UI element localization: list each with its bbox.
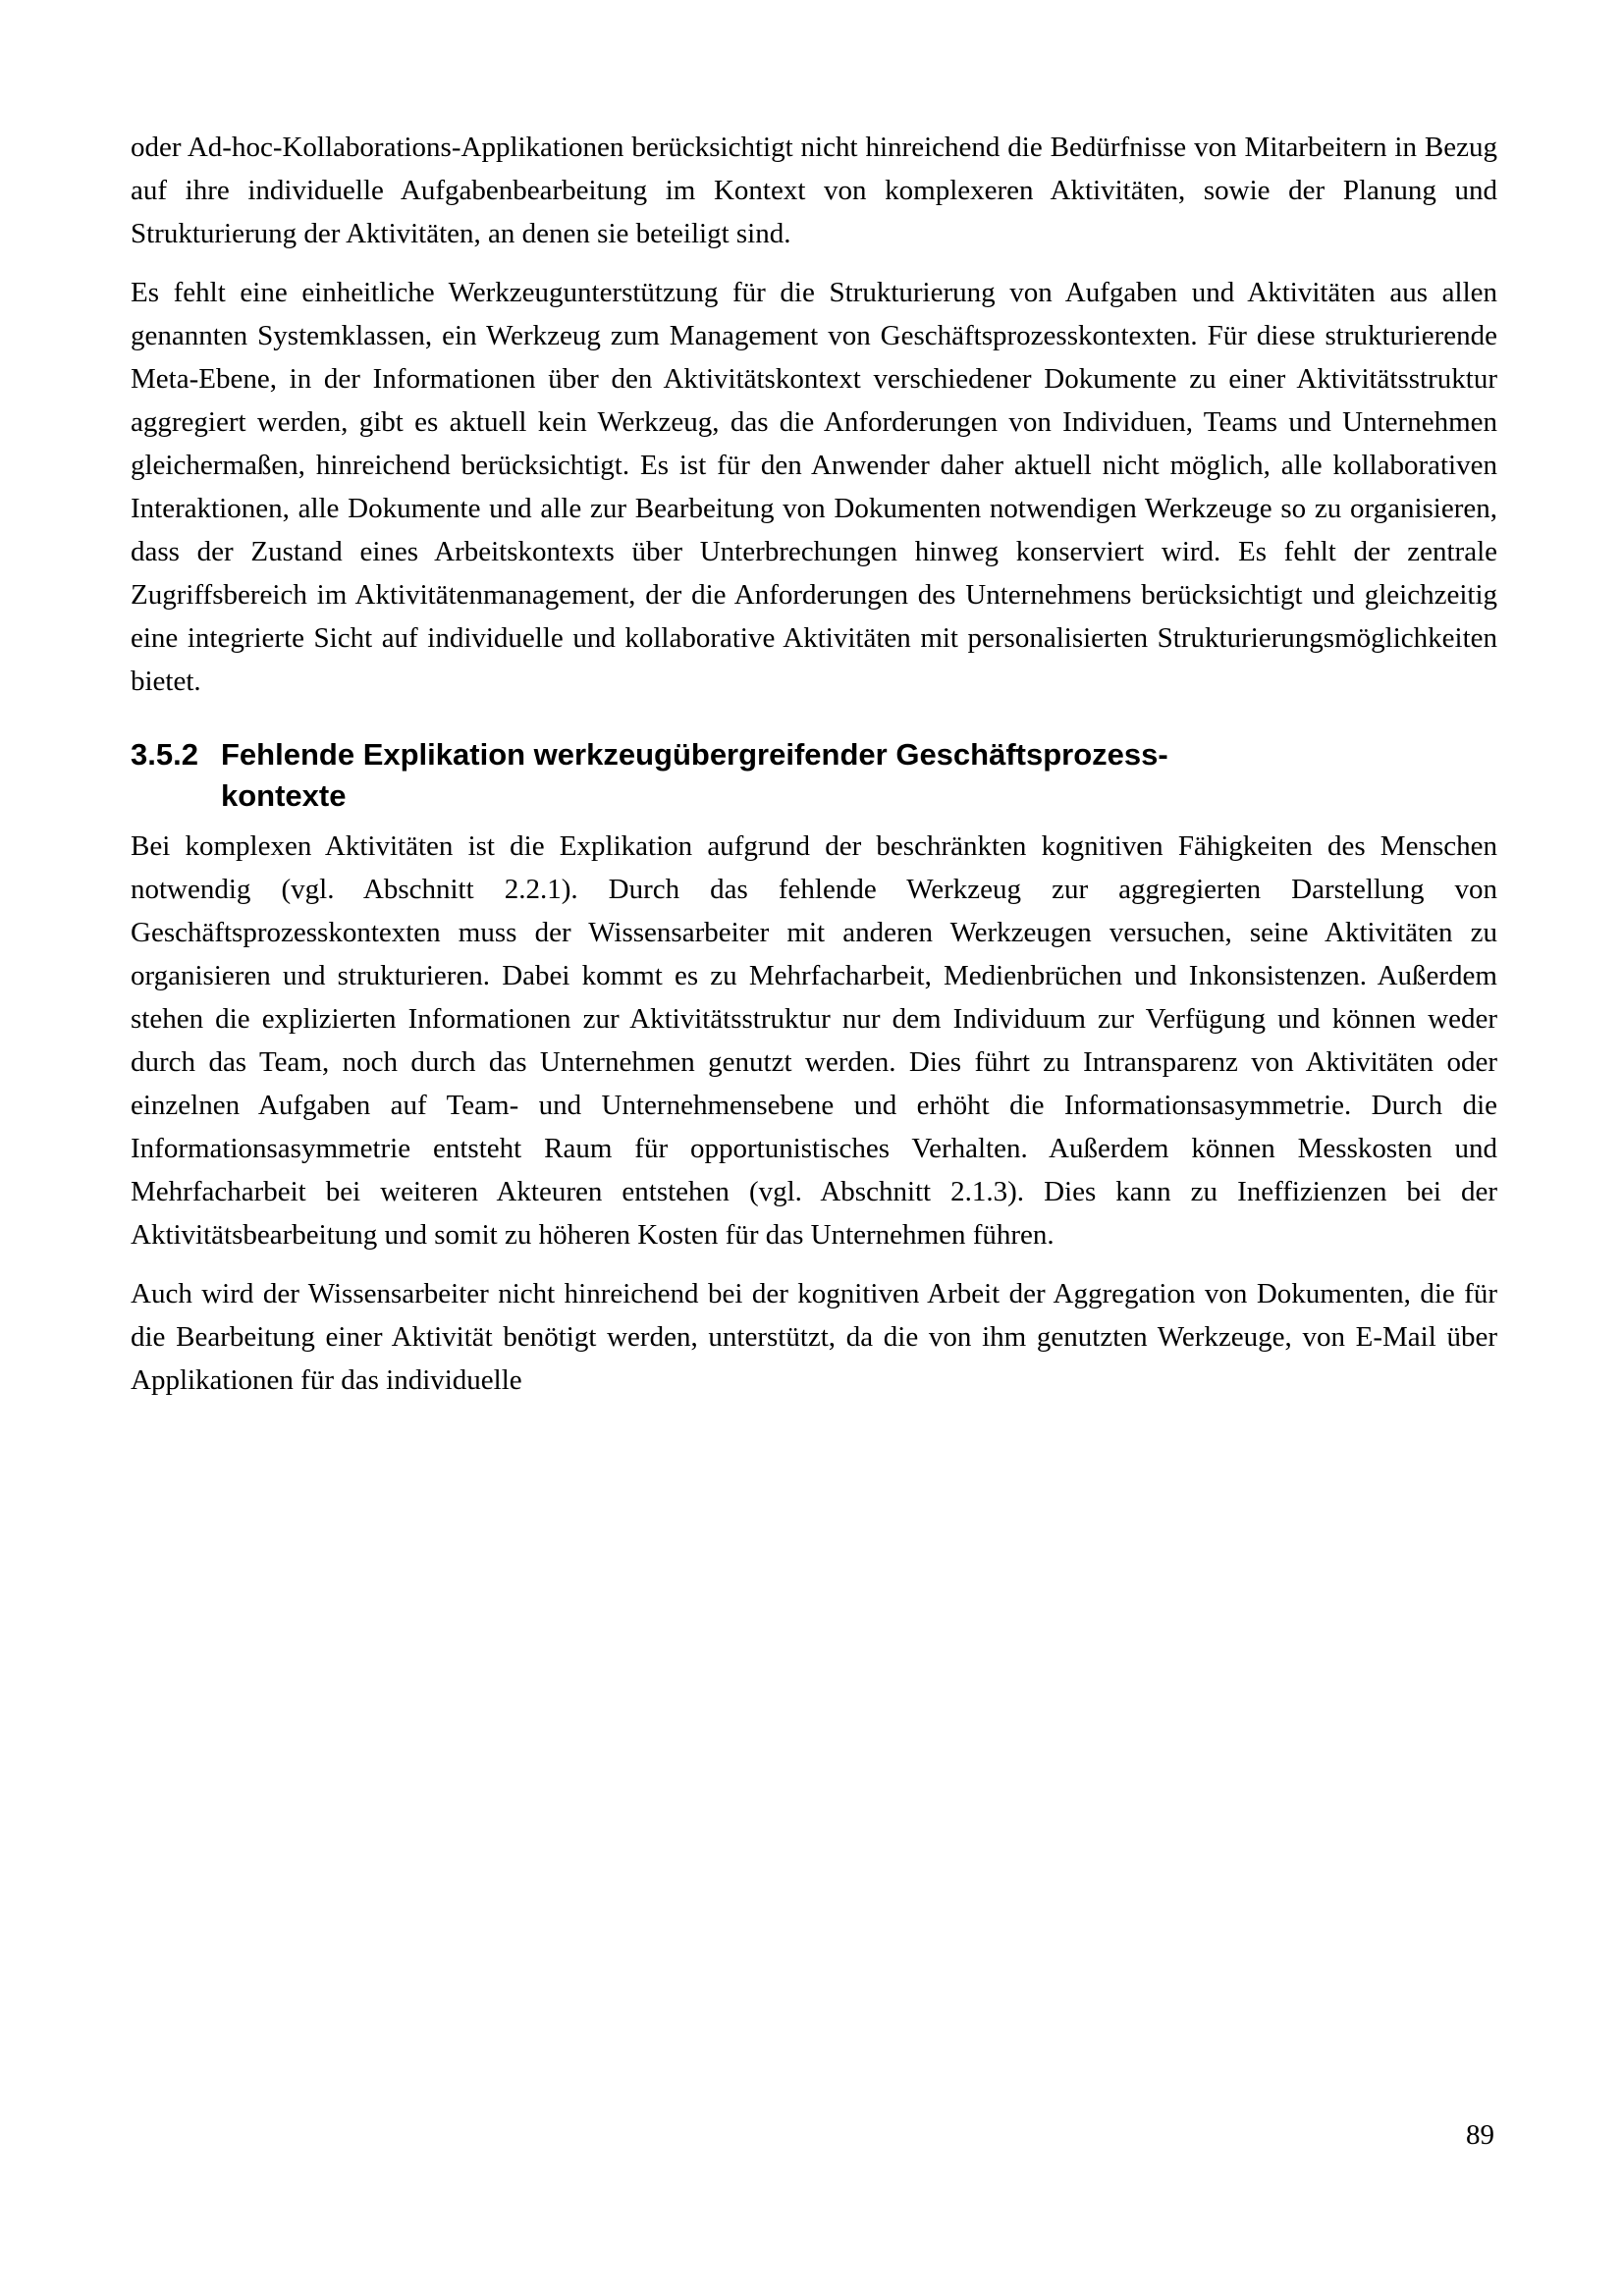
section-heading-number: 3.5.2: [131, 737, 198, 772]
section-heading-line-2: kontexte: [221, 778, 347, 813]
paragraph-continuation: oder Ad-hoc-Kollaborations-Applikationen berücksichtigt nicht hinreichend die Bedürfnisse von Mitarbeitern in Bezug auf ihre individuelle Aufgabenbearbeitung im Kontext von komplexeren Aktivitäten, sowie der Planung und Strukturierung der Aktivitäten, an denen sie beteiligt sind.: [131, 132, 1497, 249]
paragraph-explikation: Bei komplexen Aktivitäten ist die Explikation aufgrund der beschränkten kognitiven Fähigkeiten des Menschen notwendig (vgl. Abschnitt 2.2.1). Durch das fehlende Werkzeug zur aggregierten Darstellung von Geschäftsprozesskontexten muss der Wissensarbeiter mit anderen Werkzeugen versuchen, seine Aktivitäten zu organisieren und strukturieren. Dabei kommt es zu Mehrfacharbeit, Medienbrüchen und Inkonsistenzen. Außerdem stehen die explizierten Informationen zur Aktivitätsstruktur nur dem Individuum zur Verfügung und können weder durch das Team, noch durch das Unternehmen genutzt werden. Dies führt zu Intransparenz von Aktivitäten oder einzelnen Aufgaben auf Team- und Unternehmensebene und erhöht die Informationsasymmetrie. Durch die Informationsasymmetrie entsteht Raum für opportunistisches Verhalten. Außerdem können Messkosten und Mehrfacharbeit bei weiteren Akteuren entstehen (vgl. Abschnitt 2.1.3). Dies kann zu Ineffizienzen bei der Aktivitätsbearbeitung und somit zu höheren Kosten für das Unternehmen führen.: [131, 830, 1497, 1251]
paragraph-werkzeugunterstuetzung: Es fehlt eine einheitliche Werkzeugunterstützung für die Strukturierung von Aufgaben und Aktivitäten aus allen genannten Systemklassen, ein Werkzeug zum Management von Geschäftsprozesskontexten. Für diese strukturierende Meta-Ebene, in der Informationen über den Aktivitätskontext verschiedener Dokumente zu einer Aktivitätsstruktur aggregiert werden, gibt es aktuell kein Werkzeug, das die Anforderungen von Individuen, Teams und Unternehmen gleichermaßen, hinreichend berücksichtigt. Es ist für den Anwender daher aktuell nicht möglich, alle kollaborativen Interaktionen, alle Dokumente und alle zur Bearbeitung von Dokumenten notwendigen Werkzeuge so zu organisieren, dass der Zustand eines Arbeitskontexts über Unterbrechungen hinweg konserviert wird. Es fehlt der zentrale Zugriffsbereich im Aktivitätenmanagement, der die Anforderungen des Unternehmens berücksichtigt und gleichzeitig eine integrierte Sicht auf individuelle und kollaborative Aktivitäten mit personalisierten Strukturierungsmöglichkeiten bietet.: [131, 277, 1497, 697]
page-content: [131, 126, 1497, 1417]
section-heading-line-1: Fehlende Explikation werkzeugübergreifender Geschäftsprozess-: [221, 737, 1168, 772]
section-heading: [131, 734, 1497, 817]
paragraph-wissensarbeiter: Auch wird der Wissensarbeiter nicht hinreichend bei der kognitiven Arbeit der Aggregation von Dokumenten, die für die Bearbeitung einer Aktivität benötigt werden, unterstützt, da die von ihm genutzten Werkzeuge, von E-Mail über Applikationen für das individuelle: [131, 1278, 1497, 1396]
section-heading-text: [221, 734, 1497, 817]
page-number: 89: [1466, 2119, 1494, 2151]
